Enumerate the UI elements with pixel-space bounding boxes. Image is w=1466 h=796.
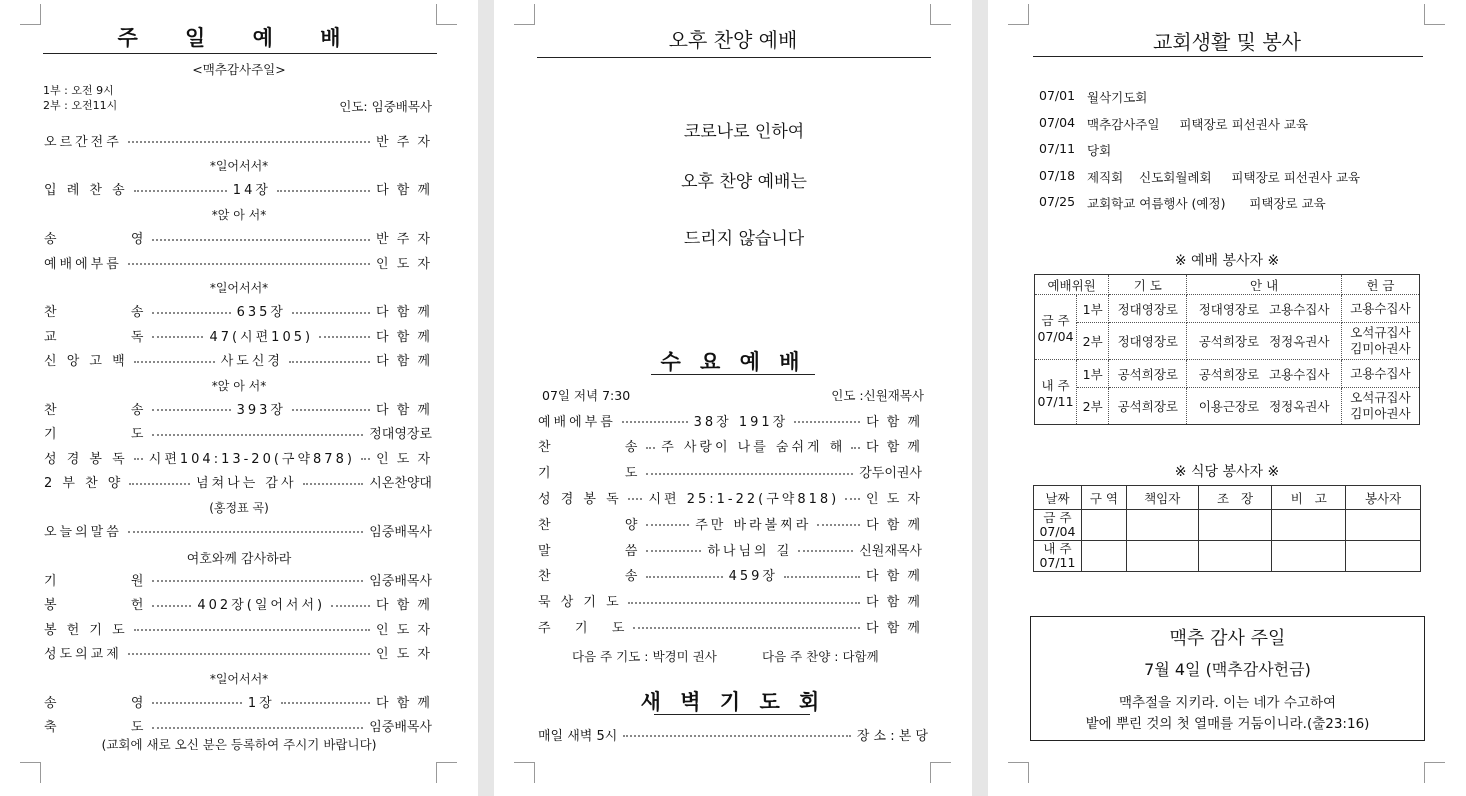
leader-dots: [152, 239, 370, 241]
posture-note: *일어서서*: [209, 671, 269, 686]
empty-cell: [1081, 541, 1126, 572]
service-row: [44, 350, 432, 370]
leader-dots: [633, 627, 860, 629]
service-item-label: 봉 헌 기 도: [44, 622, 128, 638]
service-row: [44, 594, 432, 614]
guide-name: 정정옥권사: [1269, 334, 1330, 349]
service-item-detail: 635장: [236, 305, 286, 321]
notice-line-2: 오후 찬양 예배는: [681, 172, 807, 192]
leader-dots: [845, 498, 860, 500]
prayer-cell: 공석희장로: [1109, 388, 1187, 425]
table-header-row: [1034, 486, 1421, 510]
wednesday-row: [538, 462, 922, 482]
leader-dots: [784, 576, 860, 578]
service-row: [44, 423, 432, 443]
service-item-label: 기 원: [44, 573, 147, 589]
leader-dots: [794, 421, 860, 423]
leader-dots: [646, 473, 853, 475]
leader-dots: [319, 336, 370, 338]
empty-cell: [1126, 541, 1198, 572]
service-item-detail: 459장: [728, 569, 778, 585]
wednesday-row: [538, 513, 922, 533]
notice-line-3: 드리지 않습니다: [683, 229, 805, 249]
empty-cell: [1272, 510, 1346, 541]
leader-dots: [646, 524, 689, 526]
service-item-person: 인 도 자: [376, 622, 432, 638]
service-item-person: 인 도 자: [376, 451, 433, 467]
service-item-label: 성 경 봉 독: [44, 451, 128, 467]
guide-name: 고용수집사: [1269, 301, 1330, 317]
page-sunday-worship: [0, 0, 478, 796]
table-header-cell: 조 장: [1198, 486, 1272, 510]
guide-name: 정대영장로: [1198, 301, 1260, 317]
crop-mark: [1424, 4, 1445, 25]
service-item-person: 다 함 께: [866, 440, 922, 456]
table-row: [1034, 510, 1421, 541]
week-cell: [1035, 360, 1077, 425]
title-divider: [43, 53, 437, 54]
dawn-time: 매일 새벽 5시: [538, 728, 618, 744]
page-afternoon-worship: [494, 0, 972, 796]
week-label: 내 주: [1043, 541, 1072, 556]
box-date: 7월 4일 (맥추감사헌금): [1144, 660, 1311, 679]
service-item-person: 반 주 자: [376, 134, 432, 150]
week-label: 금 주: [1041, 312, 1070, 328]
session-1-time: 1부 : 오전 9시: [43, 84, 114, 97]
leader-dots: [129, 483, 190, 485]
cafeteria-volunteers-table: [1033, 485, 1421, 572]
service-item-label: 예배에부름: [44, 256, 122, 272]
week-cell: [1034, 510, 1082, 541]
service-item-person: 다 함 께: [376, 183, 433, 199]
prayer-cell: 정대영장로: [1109, 323, 1187, 360]
thanksgiving-box: [1030, 616, 1425, 741]
offering-cell: 고용수집사: [1341, 295, 1419, 323]
service-item-person: 다 함 께: [376, 354, 433, 370]
service-item-person: 다 함 께: [866, 517, 923, 533]
week-cell: [1035, 295, 1077, 360]
afternoon-title: 오후 찬양 예배: [668, 28, 798, 52]
table-header-cell: 봉사자: [1346, 486, 1421, 510]
service-row: [44, 472, 432, 492]
leader-dots: [152, 312, 230, 314]
event-date: 07/18: [1039, 167, 1076, 183]
worship-leader: 인도: 임중배목사: [339, 99, 432, 114]
part-cell: 1부: [1077, 295, 1109, 323]
guide-cell: [1187, 360, 1341, 388]
event-date: 07/25: [1039, 194, 1076, 209]
session-2-time: 2부 : 오전11시: [43, 99, 118, 112]
leader-dots: [152, 727, 363, 729]
leader-dots: [152, 336, 203, 338]
service-item-person: 다 함 께: [376, 329, 432, 345]
table-row: [1035, 388, 1420, 425]
service-item-detail: 1장: [247, 695, 275, 711]
next-week-prayer: 다음 주 기도 : 박경미 권사: [572, 649, 717, 664]
service-item-person: 반 주 자: [376, 232, 432, 248]
empty-cell: [1126, 510, 1198, 541]
service-item-label: 입 례 찬 송: [44, 183, 128, 199]
service-item-label: 송 영: [44, 695, 147, 711]
service-item-person: 다 함 께: [376, 598, 432, 614]
service-item-label: 오르간전주: [44, 134, 122, 150]
service-item-person: 신원재목사: [859, 543, 922, 559]
empty-cell: [1198, 510, 1272, 541]
service-row: [44, 130, 432, 150]
leader-dots: [361, 458, 370, 460]
service-volunteers-table: [1034, 274, 1420, 425]
crop-mark: [930, 762, 951, 783]
table-row: [1035, 360, 1420, 388]
leader-dots: [623, 735, 851, 737]
guide-cell: [1187, 388, 1341, 425]
service-volunteers-title: ※ 예배 봉사자 ※: [1174, 253, 1280, 269]
table-header-cell: 헌 금: [1341, 275, 1419, 295]
service-item-detail: 시편 25:1-22(구약818): [648, 491, 840, 507]
service-item-label: 봉 헌: [44, 598, 147, 614]
event-date: 07/11: [1039, 141, 1076, 156]
service-item-label: 축 도: [44, 720, 147, 736]
table-header-cell: 책임자: [1126, 486, 1198, 510]
event-text: 월삭기도회: [1087, 90, 1148, 105]
crop-mark: [514, 4, 535, 25]
leader-dots: [152, 605, 191, 607]
week-date: 07/11: [1037, 393, 1074, 409]
service-row: [44, 398, 432, 418]
leader-dots: [303, 483, 364, 485]
part-cell: 2부: [1077, 388, 1109, 425]
service-item-detail: 393장: [236, 402, 286, 418]
dawn-prayer-row: [538, 724, 928, 744]
event-text: 교회학교 여름행사 (예정) 피택장로 교육: [1087, 196, 1326, 211]
offering-cell: 오석규집사 김미아권사: [1341, 323, 1419, 360]
leader-dots: [292, 409, 370, 411]
service-item-person: 다 함 께: [866, 414, 923, 430]
table-header-cell: 예배위원: [1035, 275, 1109, 295]
leader-dots: [128, 141, 370, 143]
leader-dots: [331, 605, 370, 607]
table-header-cell: 안 내: [1187, 275, 1341, 295]
notice-line-1: 코로나로 인하여: [683, 122, 805, 142]
wednesday-row: [538, 487, 922, 507]
leader-dots: [628, 498, 643, 500]
guide-name: 공석희장로: [1198, 366, 1260, 382]
leader-dots: [134, 190, 227, 192]
event-text: 당회: [1087, 143, 1112, 158]
wednesday-leader: 인도 :신원재목사: [831, 388, 924, 403]
crop-mark: [1008, 762, 1029, 783]
service-item-detail: 주 사랑이 나를 숨쉬게 해: [661, 440, 846, 456]
leader-dots: [817, 524, 860, 526]
guide-name: 이용근장로: [1198, 399, 1260, 414]
leader-dots: [128, 263, 370, 265]
dawn-prayer-title: 새 벽 기 도 회: [640, 689, 826, 714]
table-row: [1035, 323, 1420, 360]
service-item-detail: 하나님의 길: [707, 543, 793, 559]
service-item-label: 찬 송: [44, 402, 147, 418]
dawn-place: 장 소 : 본 당: [856, 728, 928, 744]
leader-dots: [292, 312, 370, 314]
service-row: [44, 618, 432, 638]
service-item-label: 오늘의말씀: [44, 524, 122, 540]
service-item-label: 찬 송: [44, 305, 147, 321]
prayer-cell: 정대영장로: [1109, 295, 1187, 323]
wednesday-title: 수 요 예 배: [660, 349, 806, 374]
table-header-cell: 날짜: [1034, 486, 1082, 510]
week-cell: [1034, 541, 1082, 572]
service-item-label: 송 영: [44, 232, 147, 248]
service-item-person: 시온찬양대: [369, 476, 432, 492]
crop-mark: [514, 762, 535, 783]
service-row: [44, 228, 432, 248]
prayer-cell: 공석희장로: [1109, 360, 1187, 388]
box-title: 맥추 감사 주일: [1169, 628, 1286, 649]
offering-cell: 고용수집사: [1341, 360, 1419, 388]
service-row: [44, 642, 432, 662]
service-item-label: 찬 송: [538, 569, 641, 585]
leader-dots: [289, 361, 370, 363]
service-row: [44, 691, 432, 711]
leader-dots: [134, 458, 143, 460]
leader-dots: [152, 409, 230, 411]
service-item-person: 정대영장로: [369, 427, 432, 443]
service-row: [44, 252, 432, 272]
service-item-label: 기 도: [538, 466, 641, 482]
part-cell: 1부: [1077, 360, 1109, 388]
crop-mark: [436, 762, 457, 783]
church-life-title: 교회생활 및 봉사: [1153, 30, 1301, 54]
posture-note: *앉 아 서*: [211, 379, 267, 393]
table-header-cell: 비 고: [1272, 486, 1346, 510]
crop-mark: [1424, 762, 1445, 783]
leader-dots: [281, 702, 370, 704]
service-item-person: 인 도 자: [376, 256, 432, 272]
empty-cell: [1346, 510, 1421, 541]
cafeteria-volunteers-title: ※ 식당 봉사자 ※: [1174, 464, 1280, 480]
empty-cell: [1272, 541, 1346, 572]
service-item-label: 예배에부름: [538, 414, 616, 430]
leader-dots: [851, 447, 860, 449]
sermon-title: 여호와께 감사하라: [186, 551, 292, 567]
service-item-label: 성 경 봉 독: [538, 491, 622, 507]
service-item-person: 임중배목사: [369, 573, 432, 589]
service-item-person: 다 함 께: [866, 620, 922, 636]
service-item-person: 다 함 께: [866, 569, 922, 585]
leader-dots: [622, 421, 688, 423]
leader-dots: [628, 602, 860, 604]
wednesday-row: [538, 539, 922, 559]
service-item-person: 인 도 자: [376, 646, 432, 662]
guide-cell: [1187, 295, 1341, 323]
service-item-detail: 주만 바라볼찌라: [695, 517, 812, 533]
guide-name: 공석희장로: [1198, 334, 1260, 349]
service-item-label: 묵 상 기 도: [538, 595, 622, 611]
service-item-person: 다 함 께: [376, 402, 432, 418]
service-item-detail: 38장 191장: [693, 414, 789, 430]
crop-mark: [930, 4, 951, 25]
leader-dots: [152, 434, 363, 436]
service-item-person: 다 함 께: [376, 305, 432, 321]
dawn-underline: [654, 714, 810, 715]
crop-mark: [20, 762, 41, 783]
service-item-label: 기 도: [44, 427, 147, 443]
box-verse-line-1: 맥추절을 지키라. 이는 네가 수고하여: [1118, 695, 1337, 711]
service-item-label: 신 앙 고 백: [44, 354, 128, 370]
page-title: 주 일 예 배: [117, 25, 361, 50]
title-divider: [537, 57, 931, 58]
table-row: [1035, 295, 1420, 323]
leader-dots: [646, 550, 701, 552]
guide-cell: [1187, 323, 1341, 360]
subtitle: <맥추감사주일>: [192, 62, 286, 77]
table-header-row: [1035, 275, 1420, 295]
service-item-person: 인 도 자: [866, 491, 922, 507]
wednesday-underline: [651, 374, 815, 375]
posture-note: *일어서서*: [209, 281, 269, 296]
event-text: 제직회 신도회월례회 피택장로 피선권사 교육: [1087, 169, 1361, 185]
service-item-label: 찬 양: [538, 517, 641, 533]
next-week-praise: 다음 주 찬양 : 다함께: [762, 649, 879, 664]
leader-dots: [128, 653, 370, 655]
wednesday-row: [538, 565, 922, 585]
empty-cell: [1198, 541, 1272, 572]
guide-name: 정정옥권사: [1269, 399, 1330, 414]
service-item-person: 임중배목사: [369, 524, 432, 540]
wednesday-row: [538, 410, 922, 430]
service-item-label: 2 부 찬 양: [44, 476, 124, 492]
service-item-detail: 사도신경: [220, 354, 283, 370]
week-label: 내 주: [1041, 377, 1070, 393]
table-header-cell: 구 역: [1081, 486, 1126, 510]
week-date: 07/11: [1039, 555, 1076, 570]
service-item-label: 찬 송: [538, 440, 641, 456]
empty-cell: [1081, 510, 1126, 541]
event-text: 맥추감사주일 피택장로 피선권사 교육: [1087, 116, 1309, 132]
posture-note: *앉 아 서*: [211, 208, 267, 223]
page-church-life: [988, 0, 1466, 796]
week-label: 금 주: [1043, 510, 1072, 525]
composer-note: (홍정표 곡): [209, 501, 269, 515]
service-item-person: 다 함 께: [376, 695, 432, 711]
service-row: [44, 179, 432, 199]
guide-name: 고용수집사: [1269, 366, 1330, 382]
box-verse-line-2: 밭에 뿌린 것의 첫 열매를 거둠이니라.(출23:16): [1085, 716, 1370, 732]
service-row: [44, 325, 432, 345]
service-item-detail: 넘쳐나는 감사: [196, 476, 297, 492]
leader-dots: [128, 531, 363, 533]
event-date: 07/04: [1039, 114, 1076, 130]
wednesday-row: [538, 616, 922, 636]
service-item-detail: 47(시편105): [209, 329, 314, 345]
service-row: [44, 447, 432, 467]
leader-dots: [798, 550, 853, 552]
leader-dots: [152, 702, 241, 704]
offering-cell: 오석규집사 김미아권사: [1341, 388, 1419, 425]
part-cell: 2부: [1077, 323, 1109, 360]
wednesday-row: [538, 436, 922, 456]
newcomer-notice: (교회에 새로 오신 분은 등록하여 주시기 바랍니다): [101, 737, 377, 752]
service-item-label: 말 씀: [538, 543, 641, 559]
leader-dots: [646, 576, 722, 578]
service-item-detail: 14장: [232, 183, 271, 199]
service-item-label: 교 독: [44, 329, 147, 345]
service-row: [44, 569, 432, 589]
empty-cell: [1346, 541, 1421, 572]
service-row: [44, 301, 432, 321]
service-item-label: 성도의교제: [44, 646, 122, 662]
service-row: [44, 716, 432, 736]
service-item-person: 강두이권사: [859, 466, 922, 482]
crop-mark: [1008, 4, 1029, 25]
wednesday-row: [538, 591, 922, 611]
leader-dots: [152, 580, 363, 582]
leader-dots: [277, 190, 370, 192]
week-date: 07/04: [1039, 524, 1076, 539]
table-header-cell: 기 도: [1109, 275, 1187, 295]
service-item-person: 임중배목사: [369, 720, 432, 736]
posture-note: *일어서서*: [209, 159, 269, 174]
week-date: 07/04: [1037, 328, 1074, 344]
leader-dots: [646, 447, 655, 449]
leader-dots: [134, 361, 215, 363]
event-date: 07/01: [1039, 88, 1076, 103]
service-item-label: 주 기 도: [538, 620, 628, 636]
service-item-detail: 시편104:13-20(구약878): [148, 451, 355, 467]
title-divider: [1033, 56, 1423, 57]
table-row: [1034, 541, 1421, 572]
service-item-person: 다 함 께: [866, 595, 922, 611]
leader-dots: [134, 629, 370, 631]
wednesday-time: 07일 저녁 7:30: [542, 388, 631, 403]
service-row: [44, 520, 432, 540]
service-item-detail: 402장(일어서서): [197, 598, 326, 614]
